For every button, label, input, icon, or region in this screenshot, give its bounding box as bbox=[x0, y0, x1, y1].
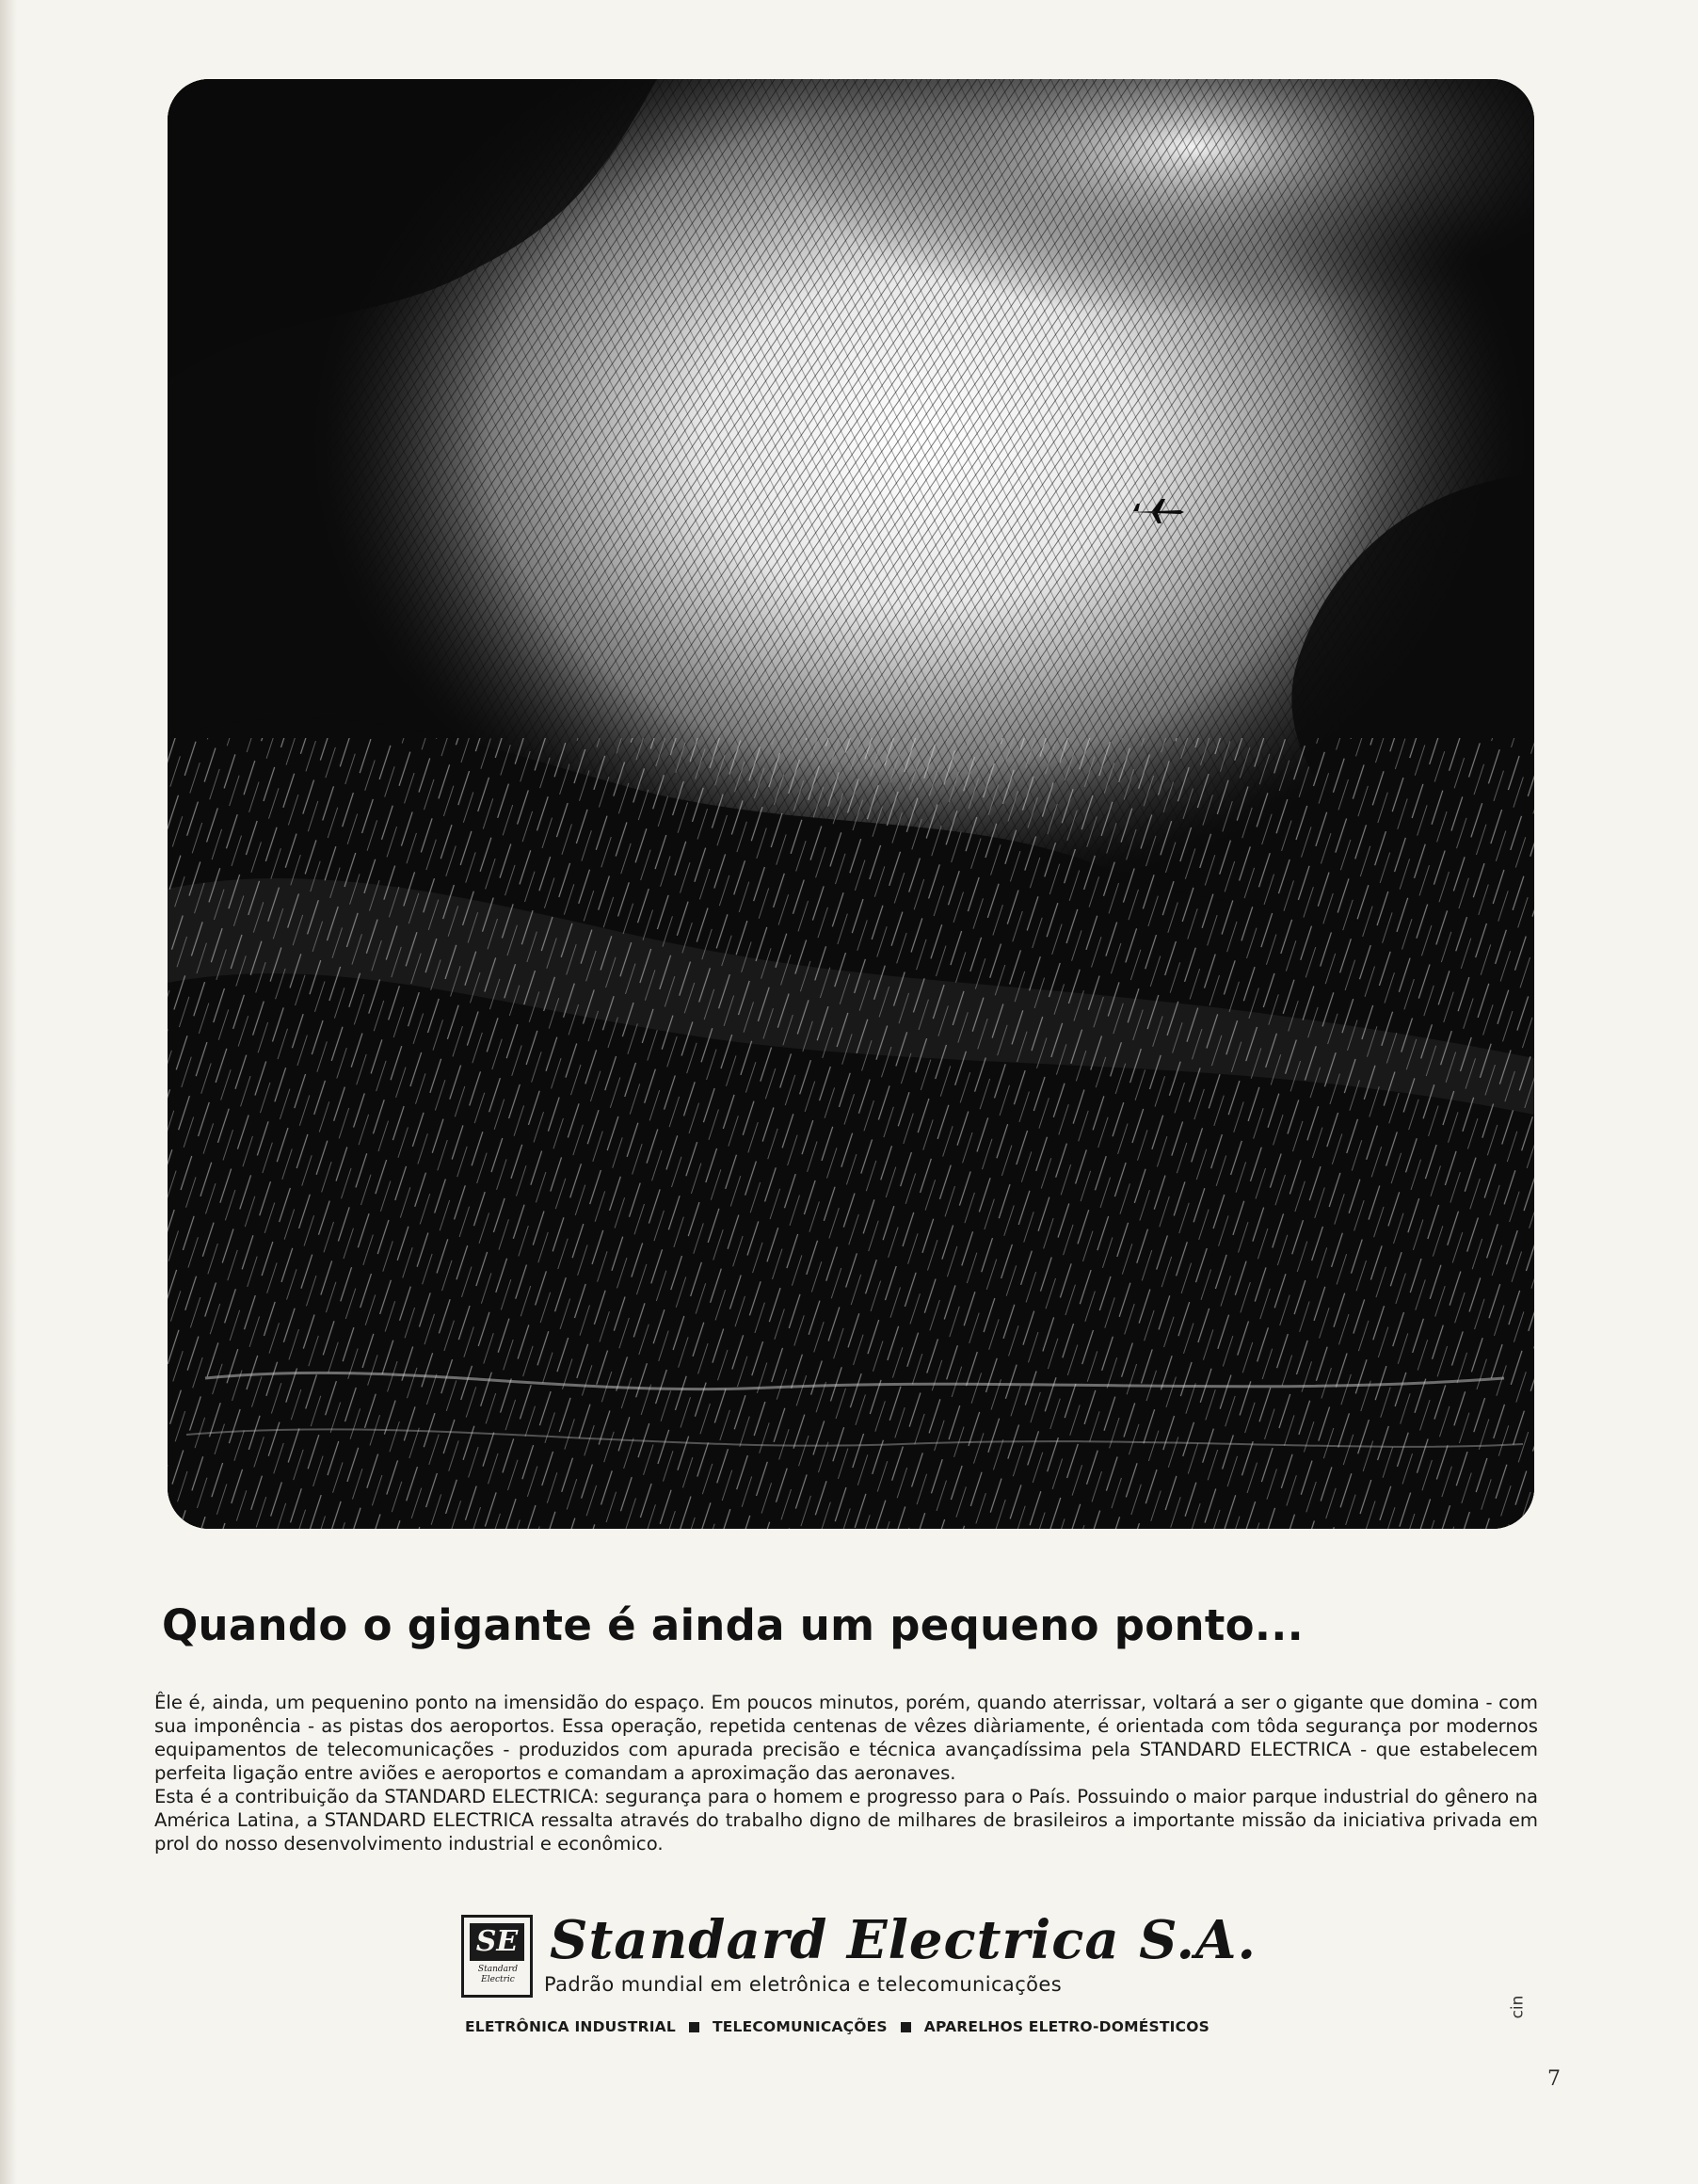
division-item: TELECOMUNICAÇÕES bbox=[712, 2018, 888, 2035]
logo-caption-line: Standard bbox=[477, 1965, 519, 1974]
page-number: 7 bbox=[1547, 2067, 1561, 2091]
storm-drawing bbox=[168, 79, 1534, 1529]
body-copy bbox=[154, 1691, 1538, 1855]
headline: Quando o gigante é ainda um pequeno ponto... bbox=[162, 1600, 1305, 1650]
square-bullet-icon bbox=[689, 2022, 699, 2032]
company-name: Standard Electrica S.A. bbox=[550, 1909, 1257, 1971]
agency-mark: cin bbox=[1508, 1995, 1528, 2019]
body-paragraph: Esta é a contribuição da STANDARD ELECTRICA: segurança para o homem e progresso para o País. Possuindo o maior parque industrial do gênero na América Latina, a STANDARD ELECTRICA ressalta através do trabalho digno de milhares de brasileiros a importante missão da iniciativa privada em prol do nosso desenvolvimento industrial e econômico. bbox=[154, 1786, 1538, 1855]
storm-illustration bbox=[168, 79, 1534, 1529]
division-item: ELETRÔNICA INDUSTRIAL bbox=[465, 2018, 676, 2035]
division-item: APARELHOS ELETRO-DOMÉSTICOS bbox=[923, 2018, 1209, 2035]
division-list bbox=[465, 2018, 1237, 2035]
body-paragraph: Êle é, ainda, um pequenino ponto na imensidão do espaço. Em poucos minutos, porém, quando aterrissar, voltará a ser o gigante que domina - com sua imponência - as pistas dos aeroportos. Essa operação, repetida centenas de vêzes diàriamente, é orientada com tôda segurança por modernos equipamentos de telecomunicações - produzidos com apurada precisão e técnica avançadíssima pela STANDARD ELECTRICA - que estabelecem perfeita ligação entre aviões e aeroportos e comandam a aproximação das aeronaves. bbox=[154, 1692, 1538, 1784]
logo-initials: SE bbox=[470, 1923, 524, 1961]
tagline: Padrão mundial em eletrônica e telecomunicações bbox=[544, 1973, 1063, 1996]
logo-caption-line: Electric bbox=[481, 1975, 515, 1984]
company-logo bbox=[461, 1915, 533, 1998]
logo-caption bbox=[468, 1965, 528, 1985]
square-bullet-icon bbox=[901, 2022, 911, 2032]
brand-block bbox=[461, 1909, 1308, 2005]
page-edge bbox=[0, 0, 17, 2184]
